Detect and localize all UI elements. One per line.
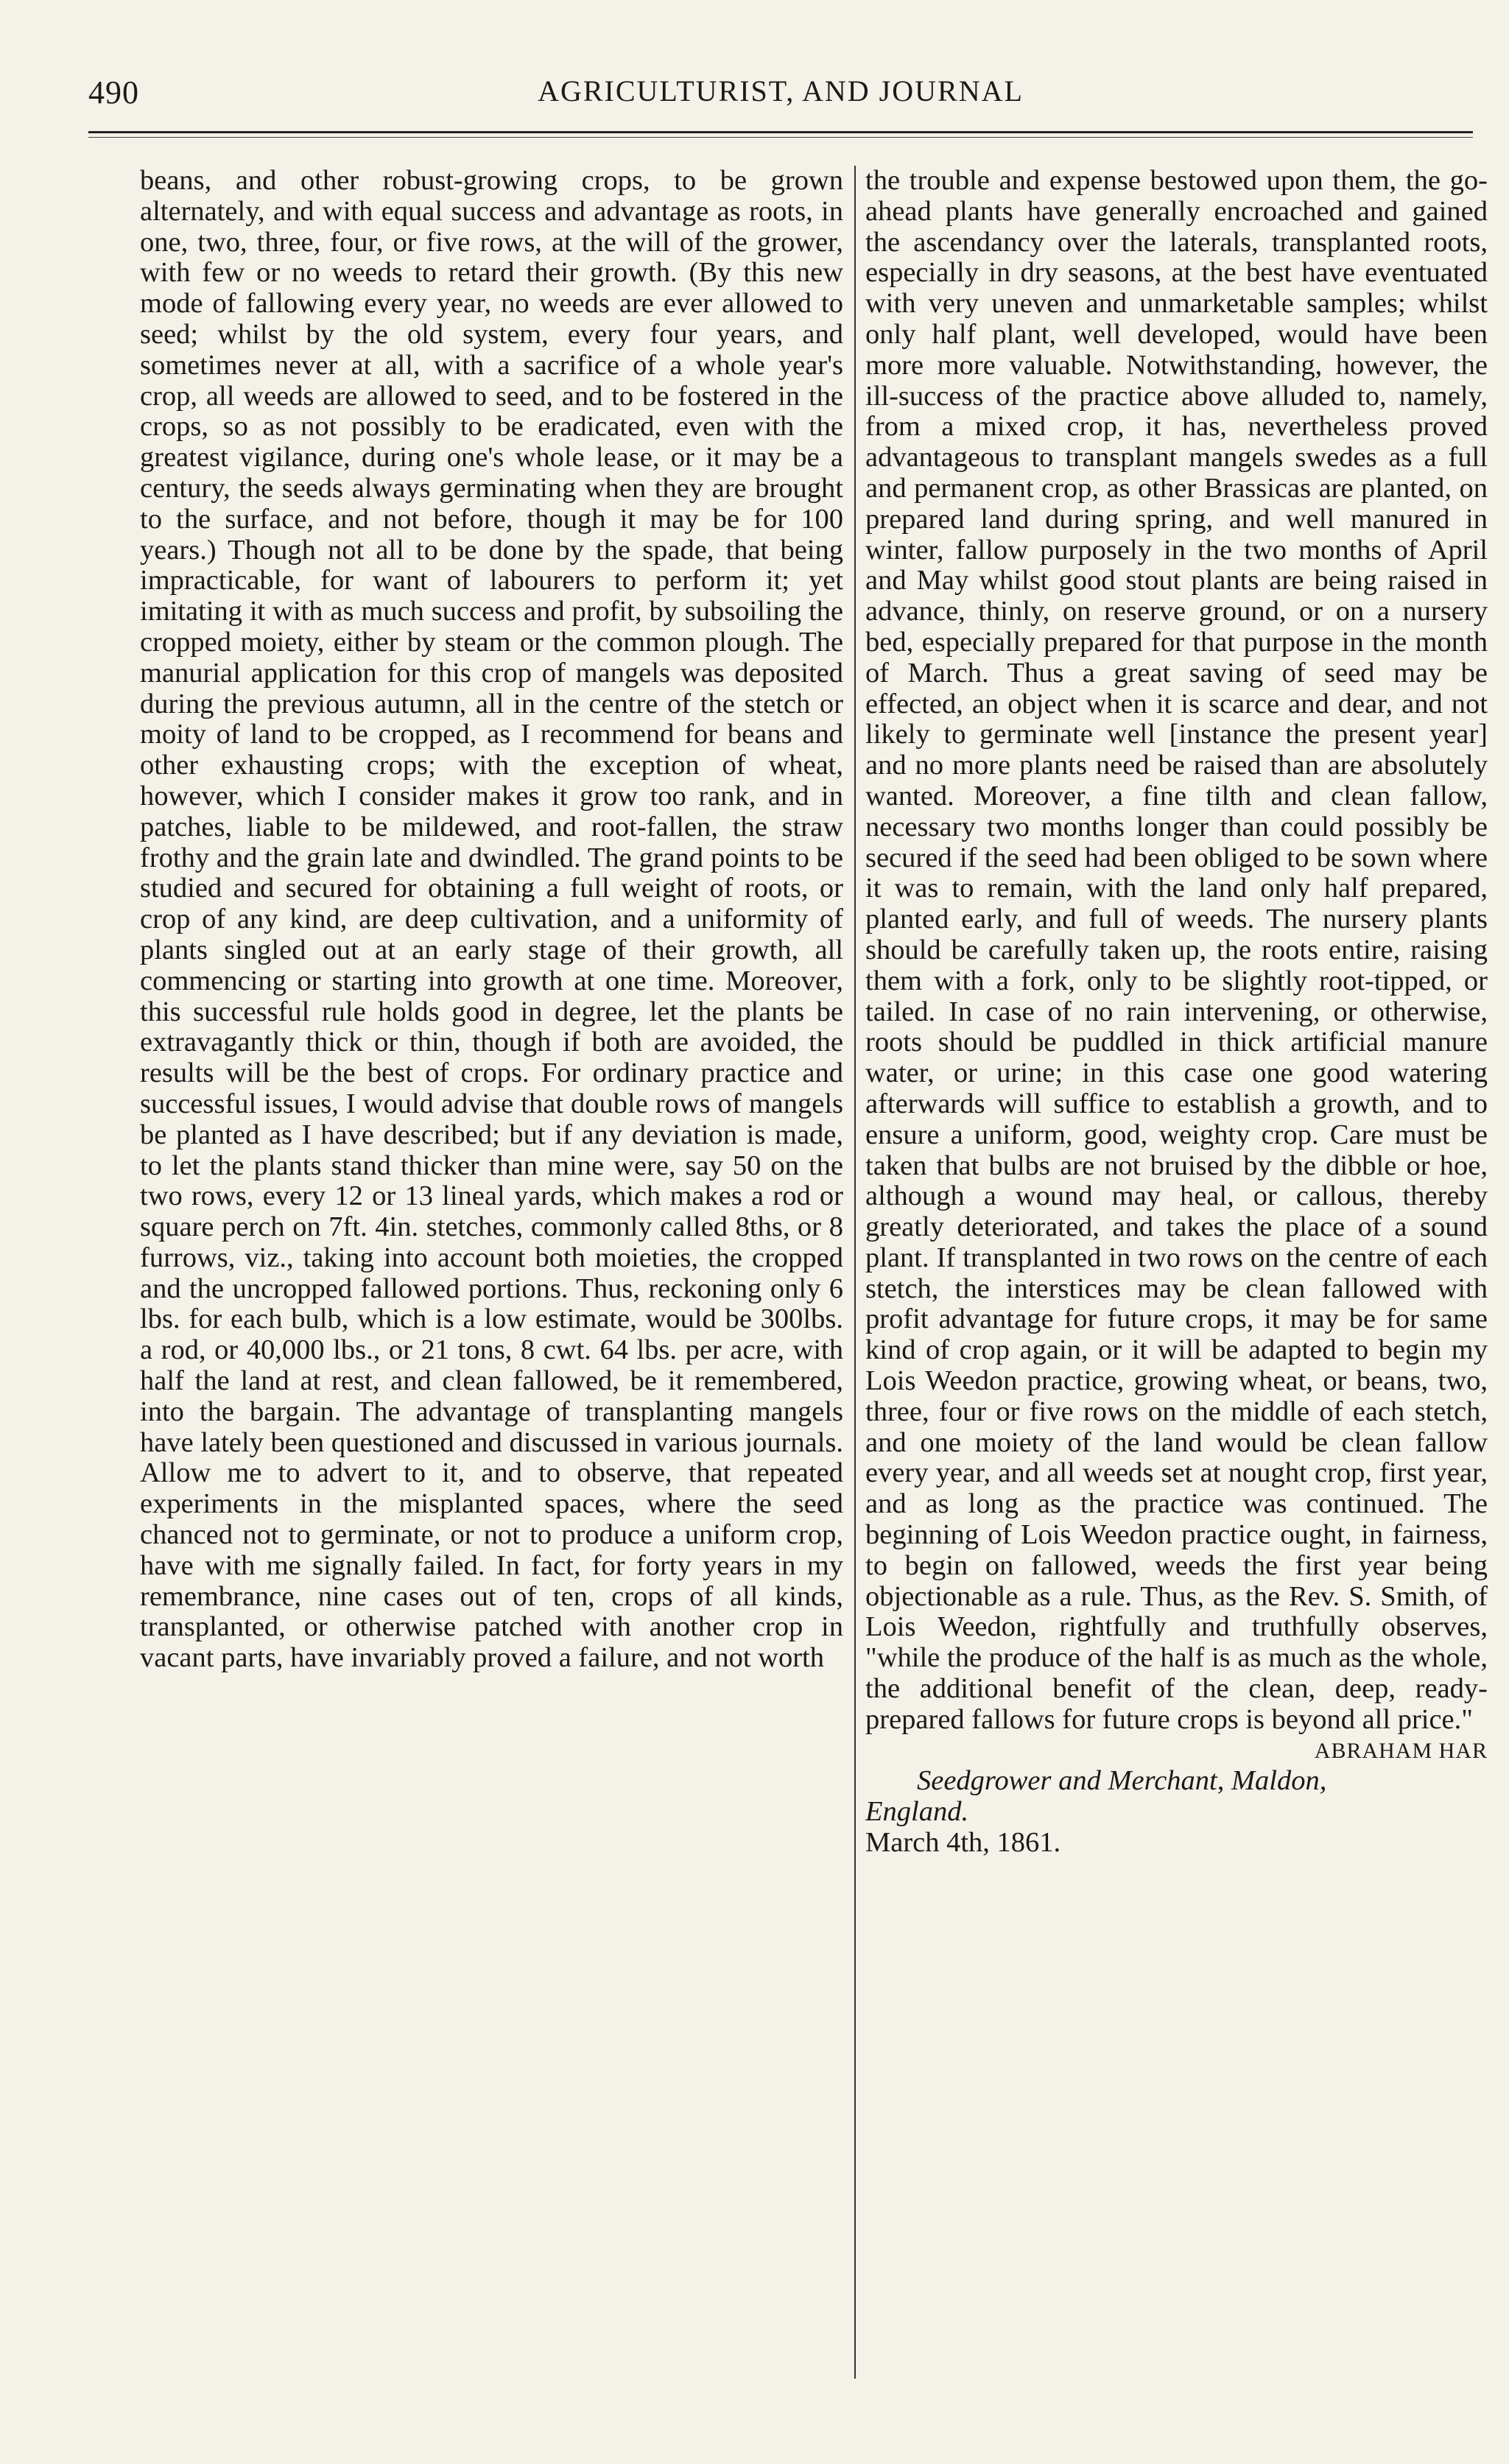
header-rule	[88, 131, 1473, 133]
signature-place: England.	[865, 1796, 969, 1828]
letter-date: March 4th, 1861.	[865, 1827, 1061, 1859]
page-number: 490	[88, 74, 139, 110]
signature-name: ABRAHAM HAR	[1314, 1738, 1488, 1763]
right-column-text: the trouble and expense bestowed upon them, the go-ahead plants have generally encroached and gained the ascendancy over the laterals, transplanted roots, especially in dry seasons, at the best have eventuated with very uneven and unmarketable samples; whilst only half plant, well developed, would have been more more valuable. Notwithstanding, however, the ill-success of the practice above alluded to, namely, from a mixed crop, it has, nevertheless proved advantageous to transplant mangels swedes as a full and permanent crop, as other Brassicas are planted, on prepared land during spring, and well manured in winter, fallow purposely in the two months of April and May whilst good stout plants are being raised in advance, thinly, on reserve ground, or on a nursery bed, especially prepared for that purpose in the month of March. Thus a great saving of seed may be effected, an object when it is scarce and dear, and not likely to germinate well [instance the present year] and no more plants need be raised than are absolutely wanted. Moreover, a fine tilth and clean fallow, necessary two months longer than could possibly be secured if the seed had been obliged to be sown where it was to remain, with the land only half prepared, planted early, and full of weeds. The nursery plants should be carefully taken up, the roots entire, raising them with a fork, only to be slightly root-tipped, or tailed. In case of no rain intervening, or otherwise, roots should be puddled in thick artificial manure water, or urine; in this case one good watering afterwards will suffice to establish a growth, and to ensure a uniform, good, weighty crop. Care must be taken that bulbs are not bruised by the dibble or hoe, although a wound may heal, or callous, thereby greatly deteriorated, and takes the place of a sound plant. If transplanted in two rows on the centre of each stetch, the interstices may be clean fallowed with profit advantage for future crops, it may be for same kind of crop again, or it will be adapted to begin my Lois Weedon practice, growing wheat, or beans, two, three, four or five rows on the middle of each stetch, and one moiety of the land would be clean fallow every year, and all weeds set at nought crop, first year, and as long as the practice was continued. The beginning of Lois Weedon practice ought, in fairness, to begin on fallowed, weeds the first year being objectionable as a rule. Thus, as the Rev. S. Smith, of Lois Weedon, rightfully and truthfully observes, "while the produce of the half is as much as the whole, the additional benefit of the clean, deep, ready-prepared fallows for future crops is beyond all price."	[865, 166, 1488, 1735]
left-column-text: beans, and other robust-growing crops, to be grown alternately, and with equal success and advantage as roots, in one, two, three, four, or five rows, at the will of the grower, with few or no weeds to retard their growth. (By this new mode of fallowing every year, no weeds are ever allowed to seed; whilst by the old system, every four years, and sometimes never at all, with a sacrifice of a whole year's crop, all weeds are allowed to seed, and to be fostered in the crops, so as not possibly to be eradicated, even with the greatest vigilance, during one's whole lease, or it may be a century, the seeds always germinating when they are brought to the surface, and not before, though it may be for 100 years.) Though not all to be done by the spade, that being impracticable, for want of labourers to perform it; yet imitating it with as much success and profit, by subsoiling the cropped moiety, either by steam or the common plough. The manurial application for this crop of mangels was deposited during the previous autumn, all in the centre of the stetch or moity of land to be cropped, as I recommend for beans and other exhausting crops; with the exception of wheat, however, which I consider makes it grow too rank, and in patches, liable to be mildewed, and root-fallen, the straw frothy and the grain late and dwindled. The grand points to be studied and secured for obtaining a full weight of roots, or crop of any kind, are deep cultivation, and a uniformity of plants singled out at an early stage of their growth, all commencing or starting into growth at one time. Moreover, this successful rule holds good in degree, let the plants be extravagantly thick or thin, though if both are avoided, the results will be the best of crops. For ordinary practice and successful issues, I would advise that double rows of mangels be planted as I have described; but if any deviation is made, to let the plants stand thicker than mine were, say 50 on the two rows, every 12 or 13 lineal yards, which makes a rod or square perch on 7ft. 4in. stetches, commonly called 8ths, or 8 furrows, viz., taking into account both moieties, the cropped and the uncropped fallowed portions. Thus, reckoning only 6 lbs. for each bulb, which is a low estimate, would be 300lbs. a rod, or 40,000 lbs., or 21 tons, 8 cwt. 64 lbs. per acre, with half the land at rest, and clean fallowed, be it remembered, into the bargain. The advantage of transplanting mangels have lately been questioned and discussed in various journals. Allow me to advert to it, and to observe, that repeated experiments in the misplanted spaces, where the seed chanced not to germinate, or not to produce a uniform crop, have with me signally failed. In fact, for forty years in my remembrance, nine cases out of ten, crops of all kinds, transplanted, or otherwise patched with another crop in vacant parts, have invariably proved a failure, and not worth	[140, 165, 843, 1674]
running-head: AGRICULTURIST, AND JOURNAL	[538, 74, 1024, 108]
right-column	[865, 166, 1488, 1859]
column-divider	[854, 166, 856, 2379]
page-header	[88, 74, 1473, 133]
left-column	[140, 166, 843, 1674]
header-rule-thin	[88, 137, 1473, 138]
signature-title: Seedgrower and Merchant, Maldon,	[917, 1765, 1327, 1797]
